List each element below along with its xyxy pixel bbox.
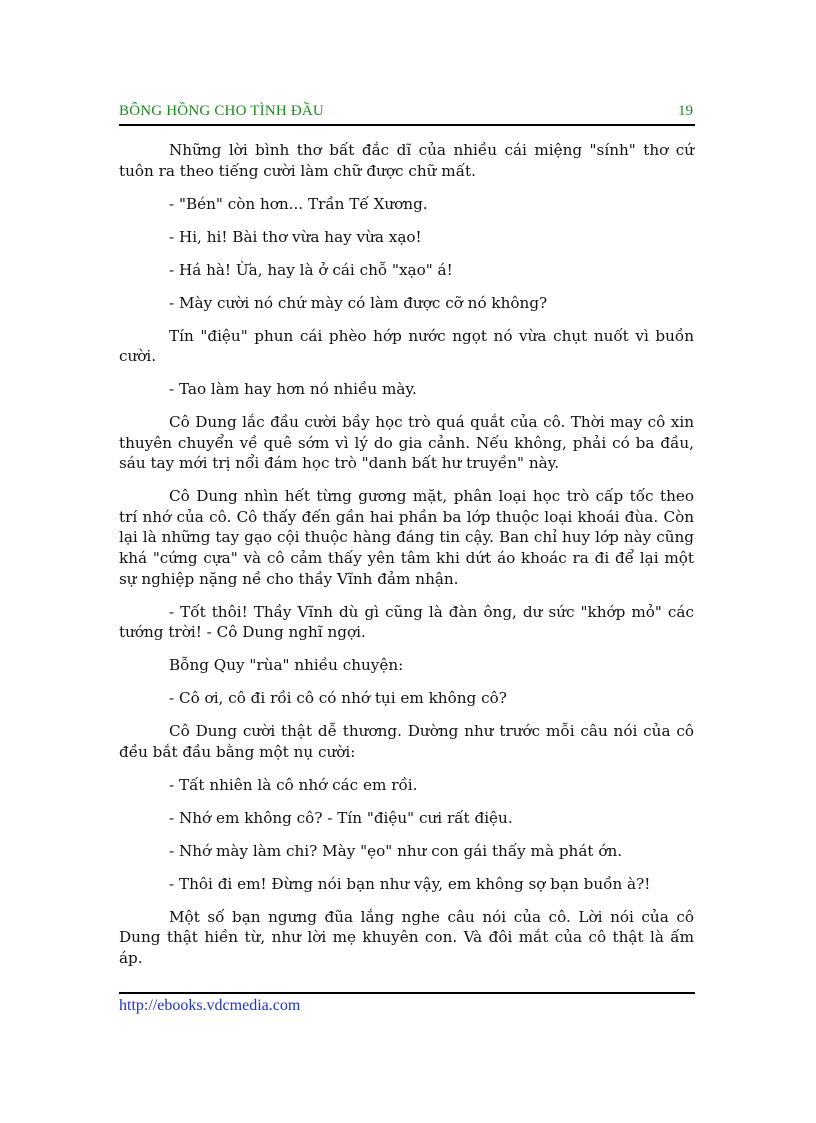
page-number: 19 [678, 103, 693, 119]
paragraph: Cô Dung cười thật dễ thương. Dường như trước mỗi câu nói của cô đều bắt đầu bằng một nụ cười: [119, 722, 694, 761]
footer-website-link[interactable]: http://ebooks.vdcmedia.com [119, 997, 301, 1014]
dialogue-line: - "Bén" còn hơn... Trần Tế Xương. [169, 194, 428, 213]
dialogue-line: - Mày cười nó chứ mày có làm được cỡ nó không? [169, 293, 548, 312]
paragraph: Một số bạn ngưng đũa lắng nghe câu nói của cô. Lời nói của cô Dung thật hiền từ, như lời mẹ khuyên con. Và đôi mắt của cô thật là ấm áp. [119, 907, 694, 967]
dialogue-line: - Nhớ em không cô? - Tín "điệu" cưi rất điệu. [169, 808, 513, 827]
paragraph: Cô Dung lắc đầu cười bầy học trò quá quắt của cô. Thời may cô xin thuyên chuyển về quê sớm vì lý do gia cảnh. Nếu không, phải có ba đầu, sáu tay mới trị nổi đám học trò "danh bất hư truyền" này. [119, 413, 694, 473]
dialogue-line: - Thôi đi em! Đừng nói bạn như vậy, em không sợ bạn buồn à?! [169, 874, 651, 893]
dialogue-line: - Tốt thôi! Thầy Vĩnh dù gì cũng là đàn ông, dư sức "khớp mỏ" các tướng trời! - Cô Dung nghĩ ngợi. [119, 602, 694, 642]
paragraph: Những lời bình thơ bất đắc dĩ của nhiều cái miệng "sính" thơ cứ tuôn ra theo tiếng cười làm chữ được chữ mất. [119, 141, 694, 180]
dialogue-line: - Tao làm hay hơn nó nhiều mày. [169, 380, 417, 399]
running-header [119, 98, 695, 126]
dialogue-line: - Hi, hi! Bài thơ vừa hay vừa xạo! [169, 227, 422, 246]
dialogue-line: - Tất nhiên là cô nhớ các em rồi. [169, 775, 418, 794]
dialogue-line: - Há hà! Ừa, hay là ở cái chỗ "xạo" á! [169, 260, 453, 279]
dialogue-line: - Cô ơi, cô đi rồi cô có nhớ tụi em không cô? [169, 689, 507, 708]
paragraph: Bỗng Quy "rùa" nhiều chuyện: [169, 656, 404, 675]
paragraph: Tín "điệu" phun cái phèo hớp nước ngọt nó vừa chụt nuốt vì buồn cười. [119, 326, 694, 366]
page-body [119, 140, 694, 981]
paragraph: Cô Dung nhìn hết từng gương mặt, phân loại học trò cấp tốc theo trí nhớ của cô. Cô thấy đến gần hai phần ba lớp thuộc loại khoái đùa. Còn lại là những tay gạo cội thuộc hàng đáng tin cậy. Ban chỉ huy lớp này cũng khá "cứng cựa" và cô cảm thấy yên tâm khi dứt áo khoác ra đi để lại một sự nghiệp nặng nề cho thầy Vĩnh đảm nhận. [119, 487, 694, 588]
book-title: BÔNG HỒNG CHO TÌNH ĐẦU [119, 103, 324, 119]
footer-divider [119, 992, 695, 994]
dialogue-line: - Nhớ mày làm chi? Mày "ẹo" như con gái thấy mà phát ớn. [169, 841, 623, 860]
